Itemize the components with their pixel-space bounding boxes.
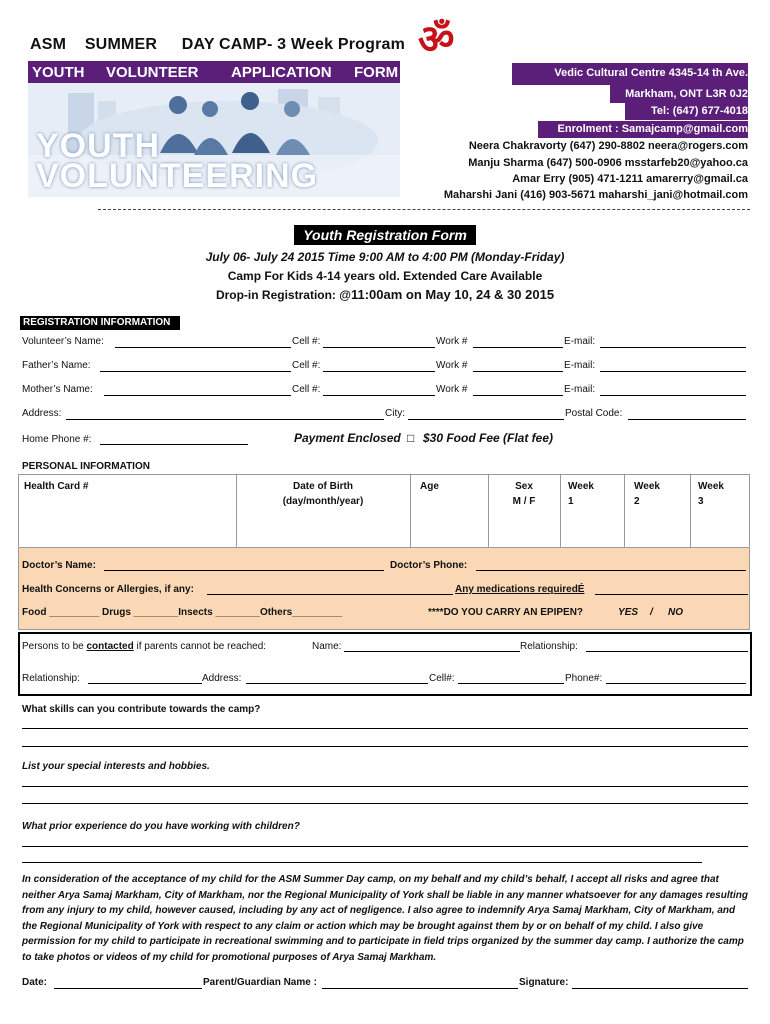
org-enrolment: Enrolment : Samajcamp@gmail.com: [557, 123, 748, 135]
volunteer-name-label: Volunteer’s Name:: [22, 336, 104, 347]
epipen-question: ****DO YOU CARRY AN EPIPEN?: [428, 607, 584, 618]
contact-instruction: [22, 641, 266, 652]
personal-heading: PERSONAL INFORMATION: [22, 461, 150, 472]
cell-label: Cell #:: [292, 336, 321, 347]
work-field[interactable]: [473, 347, 563, 348]
week-label: Week: [698, 481, 724, 492]
title-word: ASM: [30, 36, 67, 53]
dates-line: July 06- July 24 2015 Time 9:00 AM to 4:00 PM (Monday-Friday): [205, 250, 565, 264]
signature-label: Signature:: [519, 977, 569, 988]
contact-line: Amar Erry (905) 471-1211 amarerry@gmail.ca: [512, 173, 748, 185]
divider: [98, 209, 750, 210]
contact-line: Maharshi Jani (416) 903-5671 maharshi_jani@hotmail.com: [443, 189, 748, 201]
work-label: Work #: [436, 336, 468, 347]
contact-name-label: Name:: [312, 641, 342, 652]
medications-field[interactable]: [595, 594, 748, 595]
mother-name-field[interactable]: [104, 395, 291, 396]
email-label: E-mail:: [564, 360, 596, 371]
fee-label: $30 Food Fee (Flat fee): [423, 431, 554, 445]
contact-emphasis: contacted: [86, 641, 134, 652]
answer-line[interactable]: [22, 862, 702, 863]
bar-word: APPLICATION: [231, 64, 332, 81]
cell-label: Cell #:: [292, 360, 321, 371]
email-label: E-mail:: [564, 384, 596, 395]
work-field[interactable]: [473, 371, 563, 372]
application-bar: [28, 61, 400, 83]
contact-phone-field[interactable]: [606, 683, 746, 684]
contact-cell-field[interactable]: [458, 683, 564, 684]
cell-field[interactable]: [323, 347, 435, 348]
org-address: Vedic Cultural Centre 4345-14 th Ave.: [554, 67, 748, 79]
home-phone-label: Home Phone #:: [22, 434, 92, 445]
week-label: Week: [634, 481, 660, 492]
banner-word: VOLUNTEERING: [36, 157, 319, 195]
email-field[interactable]: [600, 395, 746, 396]
cell-field[interactable]: [323, 371, 435, 372]
week1-header: [568, 479, 594, 509]
answer-line[interactable]: [22, 803, 748, 804]
table-divider: [560, 474, 561, 548]
contact-prefix: Persons to be: [22, 641, 87, 652]
contact-address-label: Address:: [202, 673, 242, 684]
week-number: 1: [568, 496, 574, 507]
week-number: 2: [634, 496, 640, 507]
epipen-slash: /: [650, 607, 653, 618]
program-title: [30, 36, 405, 54]
answer-line[interactable]: [22, 728, 748, 729]
doctor-name-label: Doctor’s Name:: [22, 560, 96, 571]
week-number: 3: [698, 496, 704, 507]
contact-line: Manju Sharma (647) 500-0906 msstarfeb20@yahoo.ca: [468, 157, 748, 169]
title-word: DAY CAMP- 3 Week Program: [181, 36, 406, 53]
email-label: E-mail:: [564, 336, 596, 347]
date-field[interactable]: [54, 988, 202, 989]
registration-heading: REGISTRATION INFORMATION: [20, 316, 180, 330]
payment-label: Payment Enclosed: [294, 431, 401, 445]
work-label: Work #: [436, 360, 468, 371]
signature-field[interactable]: [572, 988, 748, 989]
table-divider: [690, 474, 691, 548]
answer-line[interactable]: [22, 746, 748, 747]
health-concerns-label: Health Concerns or Allergies, if any:: [22, 584, 194, 595]
city-field[interactable]: [408, 419, 564, 420]
dropin-line: [0, 287, 770, 302]
answer-line[interactable]: [22, 846, 748, 847]
dob-header: [236, 479, 410, 509]
doctor-phone-label: Doctor’s Phone:: [390, 560, 468, 571]
sex-header: [488, 479, 560, 509]
contact-relationship-field[interactable]: [586, 651, 748, 652]
org-city: Markham, ONT L3R 0J2: [625, 88, 748, 100]
postal-label: Postal Code:: [565, 408, 623, 419]
email-field[interactable]: [600, 347, 746, 348]
org-phone: Tel: (647) 677-4018: [650, 105, 748, 117]
dropin-dates: 11:00am on May 10, 24 & 30 2015: [350, 287, 555, 302]
work-field[interactable]: [473, 395, 563, 396]
address-field[interactable]: [66, 419, 384, 420]
experience-question: What prior experience do you have working with children?: [22, 821, 300, 832]
postal-field[interactable]: [628, 419, 746, 420]
health-card-header: Health Card #: [24, 481, 89, 492]
cell-label: Cell #:: [292, 384, 321, 395]
allergy-types[interactable]: Food _________ Drugs ________Insects ________Others_________: [22, 607, 343, 618]
waiver-text: In consideration of the acceptance of my child for the ASM Summer Day camp, on my behalf and my child’s behalf, I accept all risks and agree that neither Arya Samaj Markham, City of Markham, nor the Regional Municipality of York shall be liable in any manner whatsoever for any damages resulting from any injury to my child, however caused, including by any act of negligence. I also agree to indemnify Arya Samaj Markham, City of Markham, and the Regional Municipality of York with respect to any claim or action which may be brought against them by or on behalf of my child. I also give permission for my child to participate in recreational swimming and to participate in field trips organized by the summer day camp. I authorize the camp to take photos or videos of my child for promotional purposes of Arya Samaj Markham.: [22, 874, 748, 963]
cell-field[interactable]: [323, 395, 435, 396]
date-label: Date:: [22, 977, 48, 988]
medications-label: Any medications requiredÉ: [455, 584, 585, 595]
contact-cell-label: Cell#:: [429, 673, 455, 684]
mother-name-label: Mother’s Name:: [22, 384, 93, 395]
bar-word: FORM: [354, 64, 399, 81]
fee-checkbox[interactable]: □: [407, 431, 415, 445]
age-header: Age: [420, 481, 439, 492]
youth-volunteering-banner: [28, 83, 400, 197]
doctor-name-field[interactable]: [104, 570, 384, 571]
guardian-field[interactable]: [322, 988, 518, 989]
bar-word: YOUTH: [32, 64, 85, 81]
contact-phone-label: Phone#:: [565, 673, 603, 684]
email-field[interactable]: [600, 371, 746, 372]
dob-label: Date of Birth: [293, 481, 353, 492]
bar-word: VOLUNTEER: [106, 64, 199, 81]
health-concerns-field[interactable]: [207, 594, 453, 595]
dropin-prefix: Drop-in Registration: @: [215, 288, 351, 302]
week2-header: [634, 479, 660, 509]
address-label: Address:: [22, 408, 62, 419]
title-word: SUMMER: [84, 36, 158, 53]
epipen-yes[interactable]: YES: [618, 607, 639, 618]
om-logo: ॐ: [418, 16, 455, 63]
work-label: Work #: [436, 384, 468, 395]
contact-suffix: if parents cannot be reached:: [133, 641, 267, 652]
contact-line: Neera Chakravorty (647) 290-8802 neera@rogers.com: [468, 140, 748, 152]
epipen-no[interactable]: NO: [668, 607, 683, 618]
skills-question: What skills can you contribute towards the camp?: [22, 704, 261, 715]
form-title: Youth Registration Form: [294, 225, 476, 245]
table-divider: [624, 474, 625, 548]
contact-relationship2-label: Relationship:: [22, 673, 80, 684]
sex-label: Sex: [515, 481, 533, 492]
week3-header: [698, 479, 724, 509]
answer-line[interactable]: [22, 786, 748, 787]
table-divider: [410, 474, 411, 548]
home-phone-field[interactable]: [100, 444, 248, 445]
week-label: Week: [568, 481, 594, 492]
father-name-label: Father’s Name:: [22, 360, 91, 371]
volunteer-name-field[interactable]: [115, 347, 291, 348]
contact-relationship-label: Relationship:: [520, 641, 578, 652]
interests-question: List your special interests and hobbies.: [22, 761, 210, 772]
contact-relationship2-field[interactable]: [88, 683, 202, 684]
dob-format: (day/month/year): [282, 496, 364, 507]
contact-address-field[interactable]: [246, 683, 428, 684]
guardian-label: Parent/Guardian Name :: [203, 977, 317, 988]
doctor-phone-field[interactable]: [476, 570, 746, 571]
city-label: City:: [385, 408, 405, 419]
banner-word: YOUTH: [36, 127, 160, 165]
father-name-field[interactable]: [100, 371, 291, 372]
contact-name-field[interactable]: [344, 651, 520, 652]
sex-options: M / F: [512, 496, 536, 507]
camp-line: Camp For Kids 4-14 years old. Extended Care Available: [227, 269, 543, 283]
